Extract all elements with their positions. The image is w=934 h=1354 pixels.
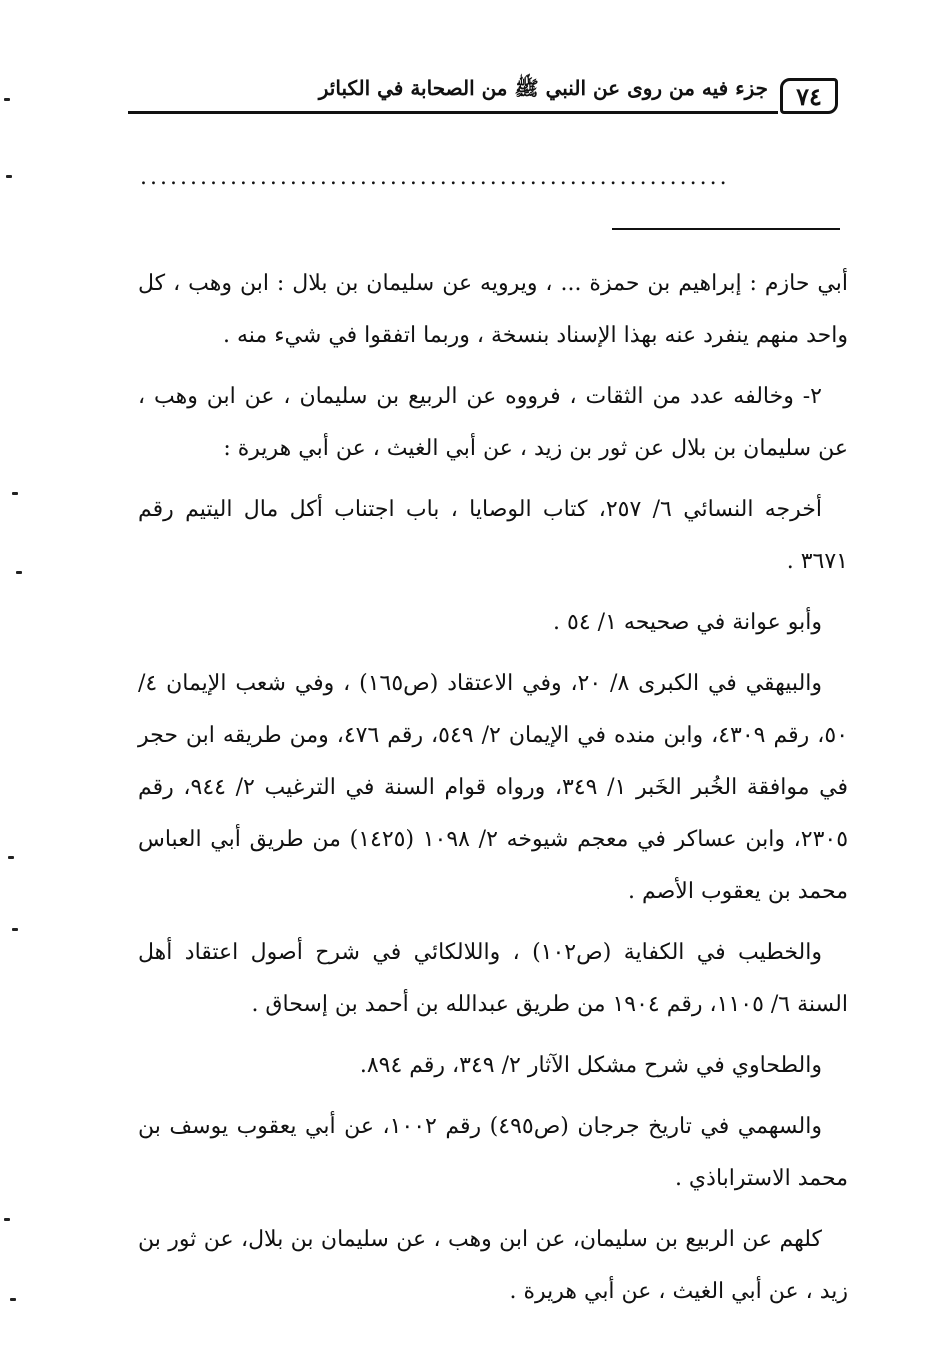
footnote-rule <box>612 228 840 230</box>
paragraph-8: والسهمي في تاريخ جرجان (ص٤٩٥) رقم ١٠٠٢، عن أبي يعقوب يوسف بن محمد الاستراباذي . <box>138 1114 848 1191</box>
paragraph-3: أخرجه النسائي ٦/ ٢٥٧، كتاب الوصايا ، باب اجتناب أكل مال اليتيم رقم ٣٦٧١ . <box>138 497 848 574</box>
scan-speck <box>6 175 12 178</box>
footnote-text <box>138 258 848 1327</box>
paragraph-9: كلهم عن الربيع بن سليمان، عن ابن وهب ، عن سليمان بن بلال، عن ثور بن زيد ، عن أبي الغيث ، عن أبي هريرة . <box>138 1227 848 1304</box>
page-header <box>128 70 838 120</box>
paragraph-6: والخطيب في الكفاية (ص١٠٢) ، واللالكائي في شرح أصول اعتقاد أهل السنة ٦/ ١١٠٥، رقم ١٩٠٤ من طريق عبدالله بن أحمد بن إسحاق . <box>138 940 848 1017</box>
page-number: ٧٤ <box>780 78 838 114</box>
paragraph-2: ٢- وخالفه عدد من الثقات ، فرووه عن الربيع بن سليمان ، عن ابن وهب ، عن سليمان بن بلال عن ثور بن زيد ، عن أبي الغيث ، عن أبي هريرة : <box>138 384 848 461</box>
scan-speck <box>8 856 14 859</box>
header-rule <box>128 111 778 114</box>
scan-speck <box>4 98 10 101</box>
running-title: جزء فيه من روى عن النبي ﷺ من الصحابة في الكبائر <box>318 76 768 100</box>
scan-speck <box>12 492 18 495</box>
scan-speck <box>4 1218 10 1221</box>
paragraph-1: أبي حازم : إبراهيم بن حمزة ... ، ويرويه عن سليمان بن بلال : ابن وهب ، كل واحد منهم ينفرد عنه بهذا الإسناد بنسخة ، وربما اتفقوا في شيء منه . <box>138 271 848 348</box>
scan-speck <box>12 928 18 931</box>
paragraph-4: وأبو عوانة في صحيحه ١/ ٥٤ . <box>553 610 822 635</box>
omission-dots: ........................................................... <box>140 168 730 188</box>
scan-speck <box>16 571 22 574</box>
paragraph-5: والبيهقي في الكبرى ٨/ ٢٠، وفي الاعتقاد (ص١٦٥) ، وفي شعب الإيمان ٤/ ٥٠، رقم ٤٣٠٩، وابن منده في الإيمان ٢/ ٥٤٩، رقم ٤٧٦، ومن طريقه ابن حجر في موافقة الخُبر الخَبر ١/ ٣٤٩، ورواه قوام السنة في الترغيب ٢/ ٩٤٤، رقم ٢٣٠٥، وابن عساكر في معجم شيوخه ٢/ ١٠٩٨ (١٤٢٥) من طريق أبي العباس محمد بن يعقوب الأصم . <box>138 671 849 904</box>
scan-speck <box>10 1298 16 1301</box>
paragraph-7: والطحاوي في شرح مشكل الآثار ٢/ ٣٤٩، رقم ٨٩٤. <box>359 1053 822 1078</box>
